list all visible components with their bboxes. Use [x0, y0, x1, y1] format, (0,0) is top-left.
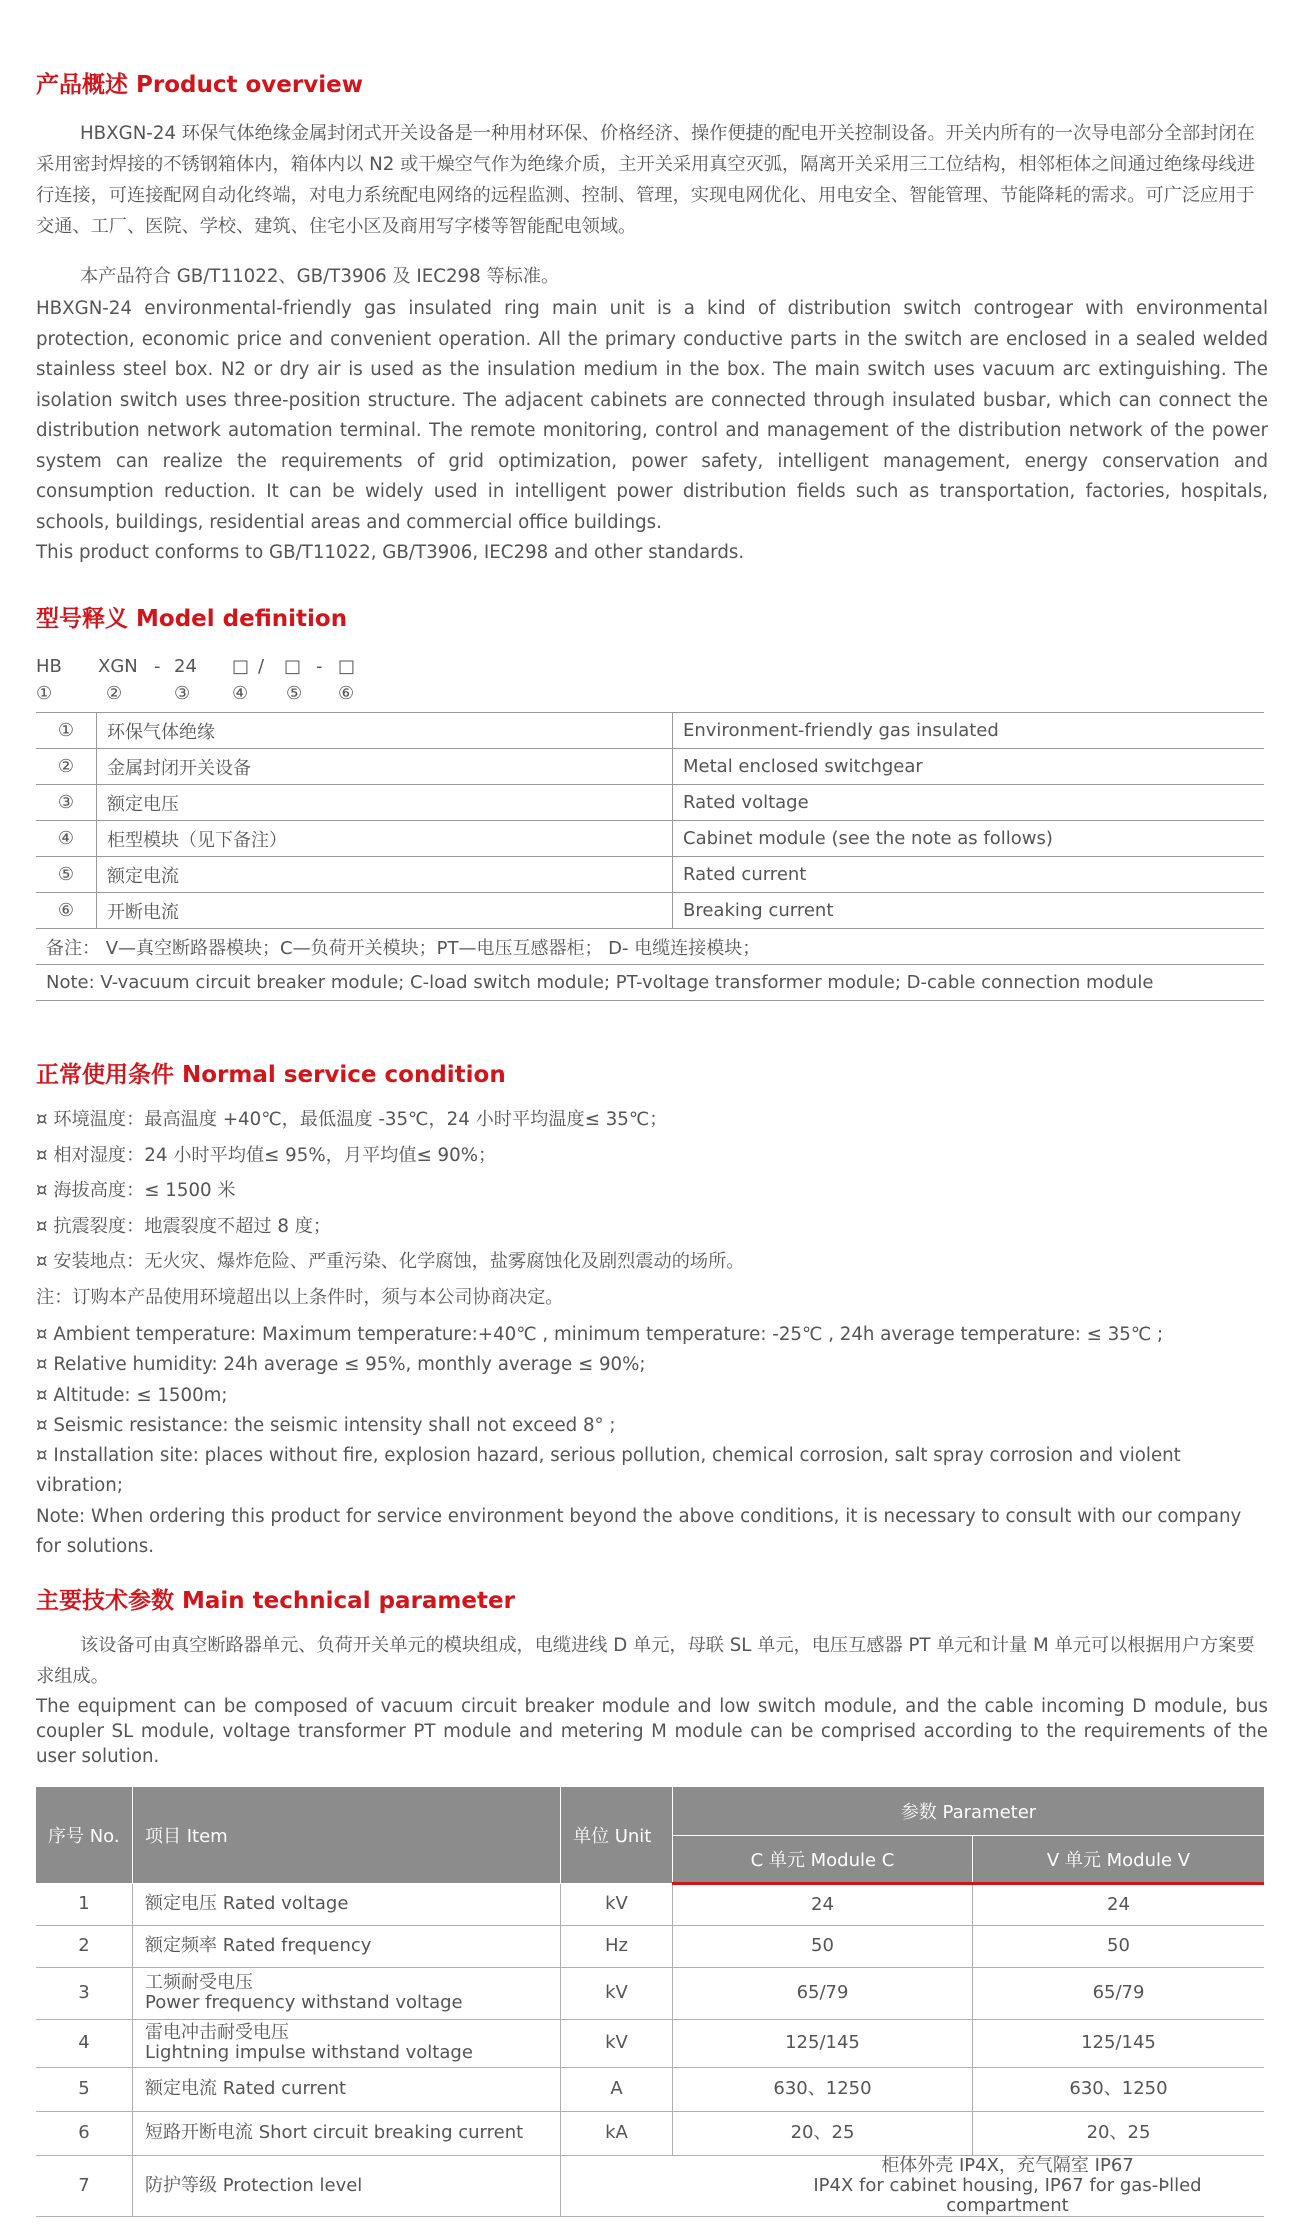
product-overview-title: 产品概述 Product overview [36, 72, 363, 98]
parameter-cn-paragraph: 该设备可由真空断路器单元、负荷开关单元的模块组成，电缆进线 D 单元，母联 SL 单元，电压互感器 PT 单元和计量 M 单元可以根据用户方案要求组成。 [36, 1635, 1255, 1687]
overview-cn-paragraph: HBXGN-24 环保气体绝缘金属封闭式开关设备是一种用材环保、价格经济、操作便捷的配电开关控制设备。开关内所有的一次导电部分全部封闭在采用密封焊接的不锈钢箱体内，箱体内以 N2 或干燥空气作为绝缘介质，主开关采用真空灭弧，隔离开关采用三工位结构，相邻柜体之间通过绝缘母线进行连接，可连接配网自动化终端，对电力系统配电网络的远程监测、控制、管理，实现电网优化、用电安全、智能管理、节能降耗的需求。可广泛应用于交通、工厂、医院、学校、建筑、住宅小区及商用写字楼等智能配电领域。 [36, 123, 1255, 237]
model-code-part: - [316, 656, 323, 677]
row-number: 3 [36, 1967, 133, 2019]
list-item: ¤ 环境温度：最高温度 +40℃，最低温度 -35℃，24 小时平均温度≤ 35℃； [36, 1109, 668, 1130]
list-item: Note: When ordering this product for service environment beyond the above conditions, it is necessary to consult with our company for solutions. [36, 1505, 1242, 1558]
table-row [36, 1967, 1264, 2019]
overview-cn-standards: 本产品符合 GB/T11022、GB/T3906 及 IEC298 等标准。 [80, 266, 560, 287]
item-cn: 额定电流 Rated current [145, 2078, 347, 2099]
unit: Hz [561, 1925, 673, 1967]
item-name [133, 1883, 561, 1925]
definition-en: Metal enclosed switchgear [673, 749, 1265, 785]
table-row [36, 857, 1264, 893]
definition-en: Environment-friendly gas insulated [673, 713, 1265, 749]
definition-cn: 额定电流 [97, 857, 673, 893]
table-row [36, 785, 1264, 821]
model-code-part: - [154, 656, 161, 677]
technical-parameter-title: 主要技术参数 Main technical parameter [36, 1588, 515, 1614]
row-number: ④ [36, 821, 97, 857]
model-marker: ① [36, 683, 53, 704]
table-row [36, 893, 1264, 929]
item-name [133, 1925, 561, 1967]
item-en: Lightning impulse withstand voltage [145, 2042, 473, 2063]
row-number: ⑥ [36, 893, 97, 929]
header-module-c: C 单元 Module C [673, 1835, 973, 1883]
definition-en: Rated voltage [673, 785, 1265, 821]
table-row [36, 2067, 1264, 2111]
value-c: 125/145 [673, 2019, 973, 2067]
item-cn: 雷电冲击耐受电压 [145, 2022, 289, 2043]
service-condition-title: 正常使用条件 Normal service condition [36, 1062, 506, 1088]
model-code-part: 24 [174, 656, 197, 677]
value-v: 50 [973, 1925, 1265, 1967]
value-v: 65/79 [973, 1967, 1265, 2019]
row-number: ② [36, 749, 97, 785]
service-conditions-cn [36, 1102, 1268, 1315]
definition-cn: 柜型模块（见下备注） [97, 821, 673, 857]
item-name: 防护等级 Protection level [133, 2155, 561, 2216]
table-row [36, 821, 1264, 857]
model-code-part: HB [36, 656, 62, 677]
value-c: 630、1250 [673, 2067, 973, 2111]
overview-en-standards: This product conforms to GB/T11022, GB/T3906, IEC298 and other standards. [36, 542, 745, 563]
protection-value-en: IP4X for cabinet housing, IP67 for gas-Þlled compartment [813, 2174, 1202, 2216]
row-number: 5 [36, 2067, 133, 2111]
table-row [36, 749, 1264, 785]
protection-level-value [561, 2155, 1265, 2216]
value-c: 24 [673, 1883, 973, 1925]
row-number: 2 [36, 1925, 133, 1967]
value-c: 20、25 [673, 2111, 973, 2155]
item-name [133, 1967, 561, 2019]
item-cn: 额定电压 Rated voltage [145, 1893, 349, 1914]
table-row [36, 2111, 1264, 2155]
model-code-part: □ [338, 656, 356, 677]
model-note-cn: 备注： V—真空断路器模块；C—负荷开关模块；PT—电压互感器柜； D- 电缆连接模块； [36, 929, 1264, 965]
model-note-en: Note: V-vacuum circuit breaker module; C-load switch module; PT-voltage transformer module; D-cable connection module [36, 965, 1264, 1001]
value-v: 24 [973, 1883, 1265, 1925]
table-row [36, 2155, 1264, 2216]
header-no: 序号 No. [36, 1787, 133, 1883]
model-definition-table [36, 712, 1264, 1001]
list-item: ¤ 抗震裂度：地震裂度不超过 8 度； [36, 1215, 332, 1237]
item-name [133, 2019, 561, 2067]
header-item: 项目 Item [133, 1787, 561, 1883]
table-row [36, 1925, 1264, 1967]
definition-cn: 额定电压 [97, 785, 673, 821]
protection-value-cn: 柜体外壳 IP4X，充气隔室 IP67 [881, 2154, 1134, 2176]
model-code-part: □ [232, 656, 250, 677]
definition-cn: 开断电流 [97, 893, 673, 929]
row-number: ① [36, 713, 97, 749]
model-marker: ③ [174, 683, 191, 704]
table-row [36, 1883, 1264, 1925]
definition-cn: 环保气体绝缘 [97, 713, 673, 749]
model-definition-title: 型号释义 Model definition [36, 606, 348, 632]
unit: kA [561, 2111, 673, 2155]
service-conditions-en [36, 1320, 1268, 1562]
unit: A [561, 2067, 673, 2111]
list-item: ¤ Relative humidity: 24h average ≤ 95%, monthly average ≤ 90%; [36, 1354, 646, 1376]
definition-en: Breaking current [673, 893, 1265, 929]
item-cn: 短路开断电流 Short circuit breaking current [145, 2122, 524, 2143]
overview-en-paragraph: HBXGN-24 environmental-friendly gas insulated ring main unit is a kind of distribution switch controgear with environmental protection, economic price and convenient operation. All the primary conductive parts in the switch are enclosed in a sealed welded stainless steel box. N2 or dry air is used as the insulation medium in the box. The main switch uses vacuum arc extinguishing. The isolation switch uses three-position structure. The adjacent cabinets are connected through insulated busbar, which can connect the distribution network automation terminal. The remote monitoring, control and management of the distribution network of the power system can realize the requirements of grid optimization, power safety, intelligent management, energy conservation and consumption reduction. It can be widely used in intelligent power distribution fields such as transportation, factories, hospitals, schools, buildings, residential areas and commercial office buildings. [36, 298, 1268, 533]
list-item: ¤ Ambient temperature: Maximum temperature:+40℃ , minimum temperature: -25℃ , 24h average temperature: ≤ 35℃ ; [36, 1324, 1164, 1345]
list-item: ¤ 安装地点：无火灾、爆炸危险、严重污染、化学腐蚀，盐雾腐蚀化及剧烈震动的场所。 [36, 1251, 745, 1272]
header-unit: 单位 Unit [561, 1787, 673, 1883]
model-code-part: □ [284, 656, 302, 677]
table-row [36, 713, 1264, 749]
header-module-v: V 单元 Module V [973, 1835, 1265, 1883]
model-marker: ④ [232, 683, 249, 704]
row-number: 4 [36, 2019, 133, 2067]
value-c: 65/79 [673, 1967, 973, 2019]
model-marker: ② [106, 683, 123, 704]
definition-cn: 金属封闭开关设备 [97, 749, 673, 785]
model-marker: ⑥ [338, 683, 355, 704]
item-name [133, 2067, 561, 2111]
value-v: 20、25 [973, 2111, 1265, 2155]
unit: kV [561, 1967, 673, 2019]
row-number: 6 [36, 2111, 133, 2155]
list-item: ¤ Installation site: places without fire, explosion hazard, serious pollution, chemical corrosion, salt spray corrosion and violent vibration; [36, 1445, 1181, 1497]
row-number: ⑤ [36, 857, 97, 893]
value-v: 630、1250 [973, 2067, 1265, 2111]
item-en: Power frequency withstand voltage [145, 1992, 463, 2013]
model-marker: ⑤ [286, 683, 303, 704]
table-row [36, 2019, 1264, 2067]
model-code-part: XGN [98, 656, 138, 677]
table-row [36, 929, 1264, 965]
value-c: 50 [673, 1925, 973, 1967]
definition-en: Rated current [673, 857, 1265, 893]
table-row [36, 965, 1264, 1001]
parameter-en-paragraph: The equipment can be composed of vacuum circuit breaker module and low switch module, and the cable incoming D module, bus coupler SL module, voltage transformer PT module and metering M module can be comprised according to the requirements of the user solution. [36, 1696, 1268, 1767]
list-item: ¤ Altitude: ≤ 1500m; [36, 1384, 228, 1406]
list-item: ¤ 相对湿度：24 小时平均值≤ 95%，月平均值≤ 90%； [36, 1144, 497, 1166]
technical-parameter-table [36, 1787, 1264, 2217]
item-cn: 额定频率 Rated frequency [145, 1935, 372, 1956]
row-number: 1 [36, 1883, 133, 1925]
list-item: 注：订购本产品使用环境超出以上条件时，须与本公司协商决定。 [36, 1286, 564, 1308]
table-header-row [36, 1787, 1264, 1835]
unit: kV [561, 1883, 673, 1925]
header-parameter: 参数 Parameter [673, 1787, 1265, 1835]
item-name [133, 2111, 561, 2155]
list-item: ¤ 海拔高度：≤ 1500 米 [36, 1180, 236, 1201]
value-v: 125/145 [973, 2019, 1265, 2067]
row-number: 7 [36, 2155, 133, 2216]
item-cn: 工频耐受电压 [145, 1972, 253, 1993]
model-code-part: / [258, 656, 265, 677]
definition-en: Cabinet module (see the note as follows) [673, 821, 1265, 857]
unit: kV [561, 2019, 673, 2067]
list-item: ¤ Seismic resistance: the seismic intensity shall not exceed 8° ; [36, 1414, 616, 1436]
row-number: ③ [36, 785, 97, 821]
